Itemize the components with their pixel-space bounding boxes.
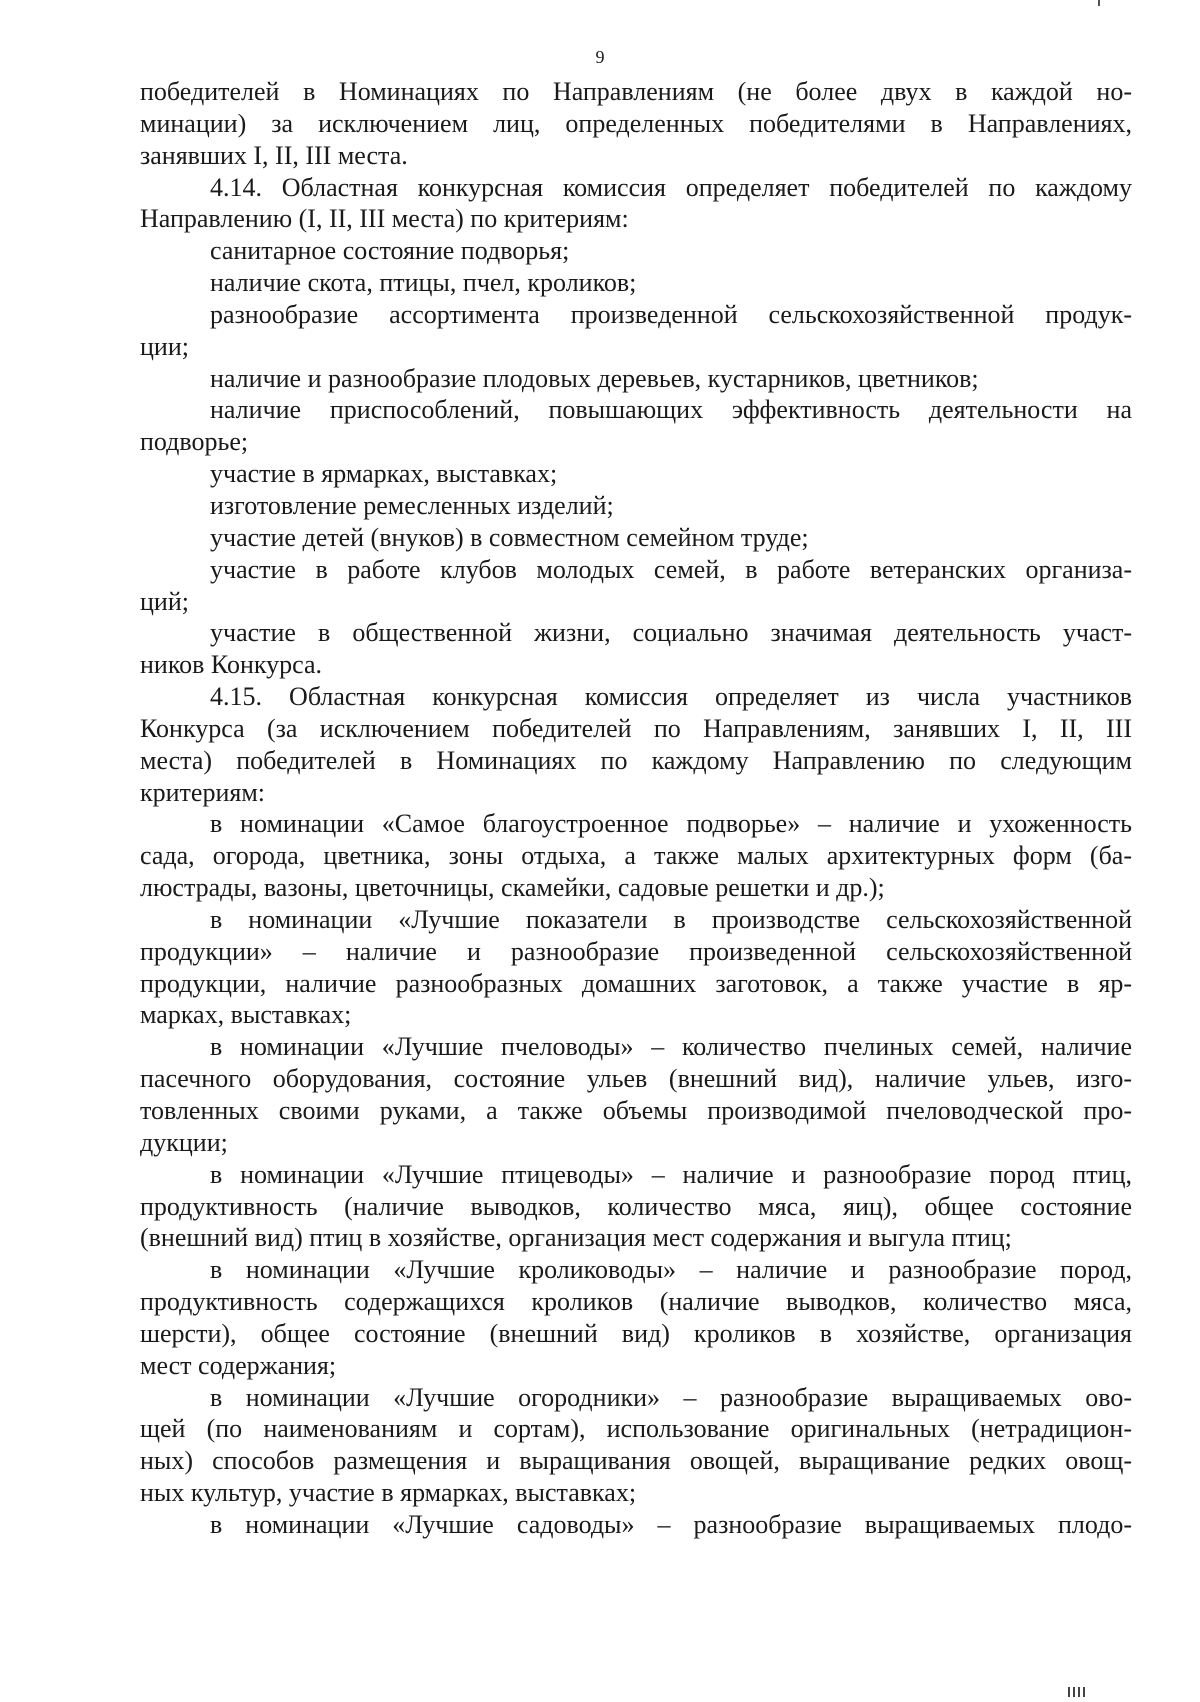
text-line: люстрады, вазоны, цветочницы, скамейки, садовые решетки и др.); (140, 873, 885, 903)
text-line: наличие скота, птицы, пчел, кроликов; (210, 268, 637, 298)
text-line: занявших I, II, III места. (140, 140, 408, 170)
text-line: пасечного оборудования, состояние ульев (внешний вид), наличие ульев, изго- (140, 1064, 1132, 1094)
text-line: победителей в Номинациях по Направлениям (не более двух в каждой но- (140, 77, 1132, 106)
text-line: 4.14. Областная конкурсная комиссия определяет победителей по каждому (210, 172, 1132, 202)
text-line: участие в общественной жизни, социально значимая деятельность участ- (210, 618, 1132, 648)
text-line: мест содержания; (140, 1350, 337, 1380)
text-line: наличие и разнообразие плодовых деревьев, кустарников, цветников; (210, 363, 979, 393)
text-line: подворье; (140, 427, 249, 457)
text-line: продуктивность содержащихся кроликов (наличие выводков, количество мяса, (140, 1287, 1132, 1317)
text-line: разнообразие ассортимента произведенной сельскохозяйственной продук- (210, 299, 1132, 329)
text-line: продуктивность (наличие выводков, количество мяса, яиц), общее состояние (140, 1191, 1132, 1221)
text-line: минации) за исключением лиц, определенных победителями в Направлениях, (140, 108, 1132, 138)
text-line: ников Конкурса. (140, 650, 323, 680)
text-line: (внешний вид) птиц в хозяйстве, организация мест содержания и выгула птиц; (140, 1223, 1012, 1253)
text-line: в номинации «Лучшие кролиководы» – наличие и разнообразие пород, (210, 1255, 1132, 1285)
text-line: сада, огорода, цветника, зоны отдыха, а также малых архитектурных форм (ба- (140, 841, 1132, 871)
text-line: ции; (140, 331, 189, 361)
text-line: в номинации «Лучшие пчеловоды» – количество пчелиных семей, наличие (210, 1032, 1132, 1062)
scan-footer-mark (1068, 1684, 1104, 1694)
text-line: участие в ярмарках, выставках; (210, 459, 558, 489)
text-line: в номинации «Самое благоустроенное подворье» – наличие и ухоженность (210, 809, 1132, 839)
text-line: в номинации «Лучшие огородники» – разнообразие выращиваемых ово- (210, 1382, 1132, 1412)
text-line: 4.15. Областная конкурсная комиссия определяет из числа участников (210, 682, 1132, 712)
text-line: наличие приспособлений, повышающих эффективность деятельности на (210, 395, 1132, 425)
text-line: шерсти), общее состояние (внешний вид) кроликов в хозяйстве, организация (140, 1318, 1132, 1348)
text-line: ных культур, участие в ярмарках, выставках; (140, 1478, 637, 1508)
text-line: товленных своими руками, а также объемы производимой пчеловодческой про- (140, 1096, 1132, 1125)
document-text (140, 76, 1132, 1541)
text-line: щей (по наименованиям и сортам), использование оригинальных (нетрадицион- (140, 1414, 1132, 1444)
text-line: ных) способов размещения и выращивания овощей, выращивание редких овощ- (140, 1446, 1132, 1476)
text-line: ций; (140, 586, 189, 616)
text-line: марках, выставках; (140, 1000, 352, 1030)
scan-edge-mark (1098, 0, 1100, 6)
text-line: изготовление ремесленных изделий; (210, 490, 614, 520)
text-line: продукции» – наличие и разнообразие произведенной сельскохозяйственной (140, 936, 1132, 966)
text-line: участие в работе клубов молодых семей, в работе ветеранских организа- (210, 554, 1132, 584)
text-line: участие детей (внуков) в совместном семейном труде; (210, 522, 809, 552)
text-line: в номинации «Лучшие показатели в производстве сельскохозяйственной (210, 904, 1132, 934)
text-line: продукции, наличие разнообразных домашних заготовок, а также участие в яр- (140, 968, 1132, 998)
text-line: в номинации «Лучшие садоводы» – разнообразие выращиваемых плодо- (210, 1509, 1132, 1539)
text-line: в номинации «Лучшие птицеводы» – наличие и разнообразие пород птиц, (210, 1159, 1132, 1189)
page-number: 9 (595, 47, 605, 67)
text-line: дукции; (140, 1127, 228, 1157)
text-line: Конкурса (за исключением победителей по Направлениям, занявших I, II, III (140, 713, 1132, 743)
text-line: санитарное состояние подворья; (210, 236, 570, 266)
text-line: места) победителей в Номинациях по каждому Направлению по следующим (140, 745, 1132, 775)
text-line: Направлению (I, II, III места) по критериям: (140, 204, 629, 234)
text-line: критериям: (140, 777, 265, 807)
